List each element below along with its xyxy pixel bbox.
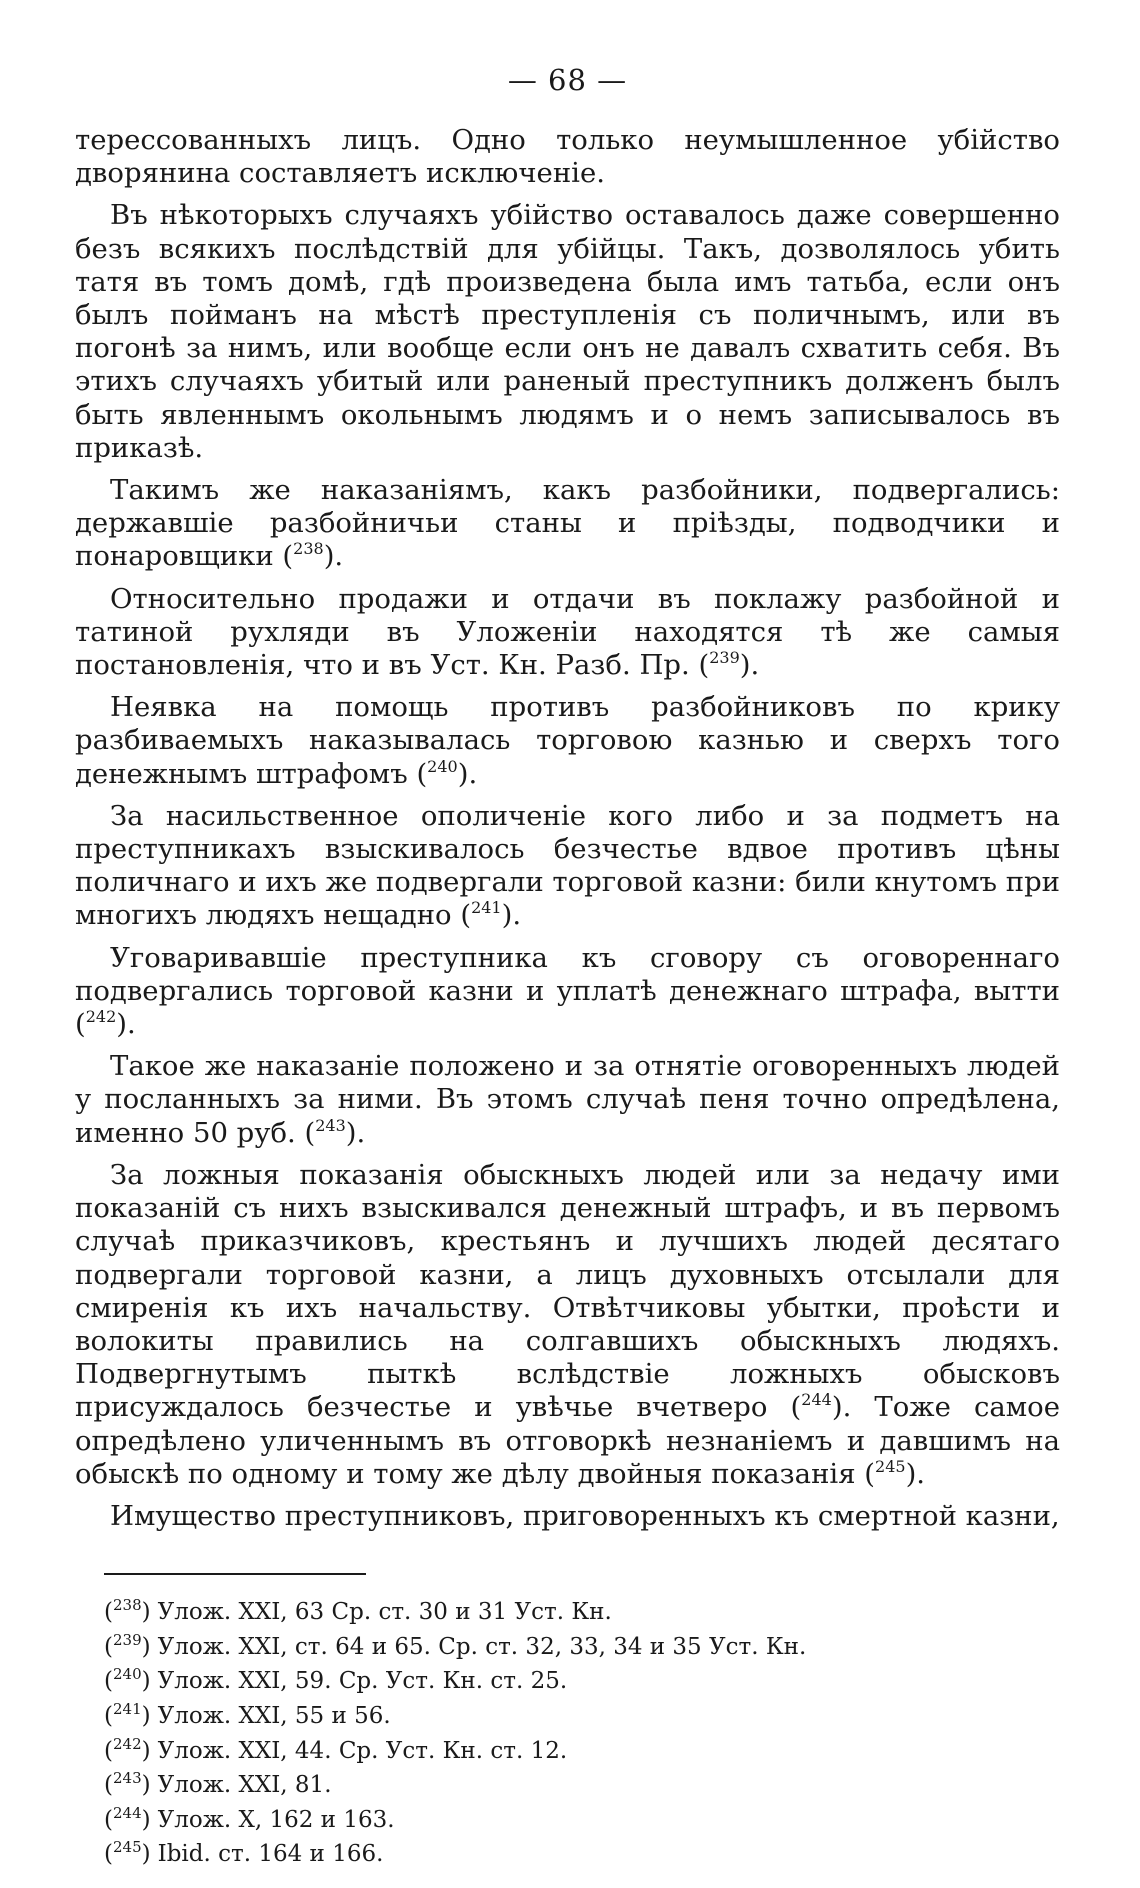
footnote-ref[interactable]: 239 [709,648,740,668]
paragraph-9: За ложныя показанія обыскныхъ людей или за недачу ими показаній съ нихъ взыскивался денежный штрафъ, и въ первомъ случаѣ приказчиковъ, крестьянъ и лучшихъ людей десятаго подвергали торговой казни, а лицъ духовныхъ отсылали для смиренія къ ихъ начальству. Отвѣтчиковы убытки, проѣсти и волокиты правились на солгавшихъ обыскныхъ людяхъ. Подвергнутымъ пыткѣ вслѣдствіе ложныхъ обысковъ присуждалось безчестье и увѣчье вчетверо ($^{244}$). Тоже самое опредѣлено уличеннымъ въ отговоркѣ незнаніемъ и давшимъ на обыскѣ по одному и тому же дѣлу двойныя показанія ($^{245}$). [75,1158,1060,1490]
footnotes-list [104,1595,1060,1872]
body-text [75,124,1060,1533]
paragraph-7: Уговаривавшіе преступника къ сговору съ оговореннаго подвергались торговой казни и уплатѣ денежнаго штрафа, вытти ($^{242}$). [75,941,1060,1041]
footnote-ref[interactable]: 245 [875,1456,906,1476]
paragraph-3: Такимъ же наказаніямъ, какъ разбойники, подвергались: державшіе разбойничьи станы и пріѣзды, подводчики и понаровщики ($^{238}$). [75,474,1060,573]
paragraph-4: Относительно продажи и отдачи въ поклажу разбойной и татиной рухляди въ Уложеніи находятся тѣ же самыя постановленія, что и въ Уст. Кн. Разб. Пр. ($^{239}$). [75,582,1060,682]
paragraph-text: Относительно продажи и отдачи въ поклажу разбойной и татиной рухляди въ Уложеніи находятся тѣ же самыя постановленія, что и въ Уст. Кн. Разб. Пр. ( [75,582,1060,682]
footnote-number: ($^{239}$) [104,1630,151,1660]
footnote-ref[interactable]: 243 [315,1115,346,1135]
footnote-number: ($^{243}$) [104,1769,151,1799]
footnote-ref[interactable]: 244 [801,1390,832,1410]
paragraph-1 [75,124,1060,190]
footnote-divider [104,1573,366,1575]
paragraph-6: За насильственное ополиченіе кого либо и за подметъ на преступникахъ взыскивалось безчестье вдвое противъ цѣны поличнаго и ихъ же подвергали торговой казни: били кнутомъ при многихъ людяхъ нещадно ($^{241}$). [75,799,1060,932]
footnote-item [104,1837,1060,1872]
paragraph-2 [75,199,1060,465]
footnote-text: Улож. XXI, 44. Ср. Уст. Кн. ст. 12. [157,1737,568,1764]
footnote-text: Улож. XXI, 59. Ср. Уст. Кн. ст. 25. [157,1668,568,1695]
footnote-ref[interactable]: 242 [85,1007,117,1027]
footnote-item [104,1768,1060,1803]
footnote-item [104,1595,1060,1630]
page-number: — 68 — [507,63,628,97]
footnote-number: ($^{245}$) [104,1838,151,1868]
footnote-number: ($^{238}$) [104,1596,151,1626]
paragraph-text: Въ нѣкоторыхъ случаяхъ убійство оставалось даже совершенно безъ всякихъ послѣдствій для убійцы. Такъ, дозволялось убить татя въ томъ домѣ, гдѣ произведена была имъ татьба, если онъ былъ пойманъ на мѣстѣ преступленія съ поличнымъ, или въ погонѣ за нимъ, или вообще если онъ не давалъ схватить себя. Въ этихъ случаяхъ убитый или раненый преступникъ долженъ былъ быть явленнымъ окольнымъ людямъ и о немъ записывалось въ приказѣ. [75,199,1060,464]
footnote-text: Улож. XXI, 81. [157,1772,332,1799]
footnote-ref[interactable]: 238 [293,539,324,559]
footnote-item [104,1734,1060,1769]
paragraph-text: терессованныхъ лицъ. Одно только неумышленное убійство дворянина составляетъ исключеніе. [75,124,1060,190]
paragraph-text: За ложныя показанія обыскныхъ людей или за недачу ими показаній съ нихъ взыскивался денежный штрафъ, и въ первомъ случаѣ приказчиковъ, крестьянъ и лучшихъ людей десятаго подвергали торговой казни, а лицъ духовныхъ отсылали для смиренія къ ихъ начальству. Отвѣтчиковы убытки, проѣсти и волокиты правились на солгавшихъ обыскныхъ людяхъ. Подвергнутымъ пыткѣ вслѣдствіе ложныхъ обысковъ присуждалось безчестье и увѣчье вчетверо ( [75,1158,1060,1424]
paragraph-text: Уговаривавшіе преступника къ сговору съ оговореннаго подвергались торговой казни и уплатѣ денежнаго штрафа, вытти ( [75,941,1060,1041]
footnote-text: Улож. XXI, ст. 64 и 65. Ср. ст. 32, 33, 34 и 35 Уст. Кн. [157,1633,807,1660]
paragraph-text: ). Тоже самое опредѣлено уличеннымъ въ отговоркѣ незнаніемъ и давшимъ на обыскѣ по одному и тому же дѣлу двойныя показанія ( [75,1391,1060,1490]
paragraph-8: Такое же наказаніе положено и за отнятіе оговоренныхъ людей у посланныхъ за ними. Въ этомъ случаѣ пеня точно опредѣлена, именно 50 руб. ($^{243}$). [75,1050,1060,1149]
paragraph-text: Такимъ же наказаніямъ, какъ разбойники, подвергались: державшіе разбойничьи станы и пріѣзды, подводчики и понаровщики ( [75,474,1060,573]
footnote-text: Ibid. ст. 164 и 166. [157,1841,384,1868]
paragraph-text: За насильственное ополиченіе кого либо и за подметъ на преступникахъ взыскивалось безчестье вдвое противъ цѣны поличнаго и ихъ же подвергали торговой казни: били кнутомъ при многихъ людяхъ нещадно ( [75,799,1060,932]
footnote-ref[interactable]: 240 [427,756,458,776]
paragraph-5: Неявка на помощь противъ разбойниковъ по крику разбиваемыхъ наказывалась торговою казнью и сверхъ того денежнымъ штрафомъ ($^{240}$). [75,691,1060,790]
footnote-text: Улож. X, 162 и 163. [157,1806,395,1833]
footnote-number: ($^{241}$) [104,1699,151,1729]
footnote-item [104,1699,1060,1734]
footnote-ref[interactable]: 241 [471,898,502,918]
document-page [75,60,1060,1868]
footnote-text: Улож. XXI, 55 и 56. [157,1702,391,1729]
paragraph-10 [75,1500,1060,1533]
paragraph-text: Имущество преступниковъ, приговоренныхъ къ смертной казни, [110,1499,1060,1532]
footnote-item [104,1630,1060,1665]
footnote-number: ($^{240}$) [104,1665,151,1695]
paragraph-text: Неявка на помощь противъ разбойниковъ по крику разбиваемыхъ наказывалась торговою казнью и сверхъ того денежнымъ штрафомъ ( [75,691,1060,790]
footnote-number: ($^{242}$) [104,1734,151,1764]
footnote-number: ($^{244}$) [104,1803,151,1833]
footnote-text: Улож. XXI, 63 Ср. ст. 30 и 31 Уст. Кн. [157,1599,612,1626]
footnote-item [104,1664,1060,1699]
footnote-item [104,1803,1060,1838]
paragraph-text: Такое же наказаніе положено и за отнятіе оговоренныхъ людей у посланныхъ за ними. Въ этомъ случаѣ пеня точно опредѣлена, именно 50 руб. ( [75,1050,1060,1149]
